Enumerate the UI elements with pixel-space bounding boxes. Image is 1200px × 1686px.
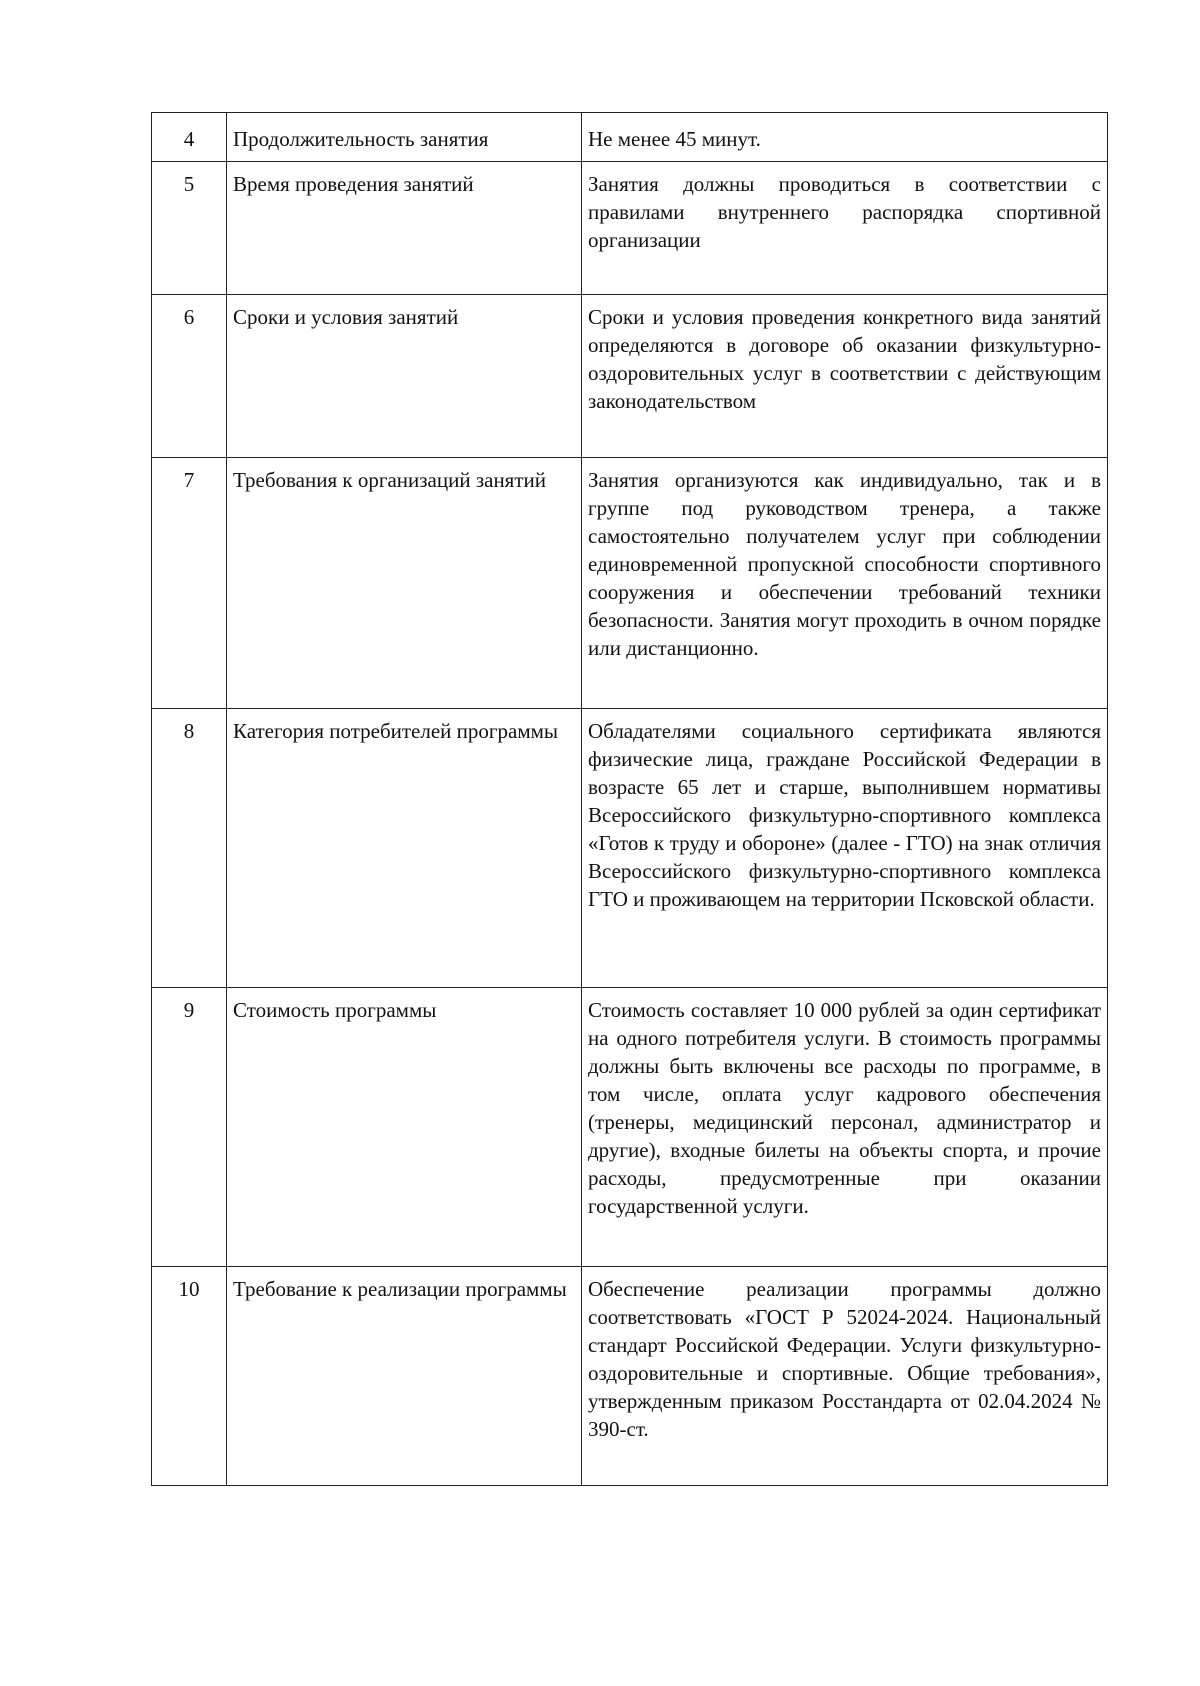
row-parameter-description: Обладателями социального сертификата являются физические лица, граждане Российской Федерации в возрасте 65 лет и старше, выполнившем нормативы Всероссийского физкультурно-спортивного комплекса «Готов к труду и обороне» (далее - ГТО) на знак отличия Всероссийского физкультурно-спортивного комплекса ГТО и проживающем на территории Псковской области. bbox=[582, 709, 1108, 988]
row-parameter-name: Сроки и условия занятий bbox=[227, 295, 582, 458]
row-parameter-name: Категория потребителей программы bbox=[227, 709, 582, 988]
row-number: 4 bbox=[152, 113, 227, 162]
row-parameter-name: Требования к организаций занятий bbox=[227, 458, 582, 709]
row-number: 7 bbox=[152, 458, 227, 709]
table-row bbox=[152, 162, 1108, 295]
row-parameter-description: Обеспечение реализации программы должно соответствовать «ГОСТ Р 52024-2024. Национальный стандарт Российской Федерации. Услуги физкультурно-оздоровительные и спортивные. Общие требования», утвержденным приказом Росстандарта от 02.04.2024 № 390-ст. bbox=[582, 1267, 1108, 1486]
row-parameter-name: Требование к реализации программы bbox=[227, 1267, 582, 1486]
row-number: 10 bbox=[152, 1267, 227, 1486]
table-row bbox=[152, 295, 1108, 458]
row-parameter-description: Не менее 45 минут. bbox=[582, 113, 1108, 162]
row-number: 8 bbox=[152, 709, 227, 988]
table-row bbox=[152, 458, 1108, 709]
row-parameter-description: Занятия организуются как индивидуально, так и в группе под руководством тренера, а также самостоятельно получателем услуг при соблюдении единовременной пропускной способности спортивного сооружения и обеспечении требований техники безопасности. Занятия могут проходить в очном порядке или дистанционно. bbox=[582, 458, 1108, 709]
row-number: 9 bbox=[152, 988, 227, 1267]
row-parameter-name: Стоимость программы bbox=[227, 988, 582, 1267]
table-row bbox=[152, 709, 1108, 988]
row-number: 5 bbox=[152, 162, 227, 295]
table-row bbox=[152, 1267, 1108, 1486]
requirements-table bbox=[151, 112, 1108, 1486]
table-row bbox=[152, 988, 1108, 1267]
row-parameter-name: Продолжительность занятия bbox=[227, 113, 582, 162]
row-parameter-name: Время проведения занятий bbox=[227, 162, 582, 295]
row-parameter-description: Сроки и условия проведения конкретного вида занятий определяются в договоре об оказании физкультурно-оздоровительных услуг в соответствии с действующим законодательством bbox=[582, 295, 1108, 458]
row-number: 6 bbox=[152, 295, 227, 458]
row-parameter-description: Занятия должны проводиться в соответствии с правилами внутреннего распорядка спортивной организации bbox=[582, 162, 1108, 295]
row-parameter-description: Стоимость составляет 10 000 рублей за один сертификат на одного потребителя услуги. В стоимость программы должны быть включены все расходы по программе, в том числе, оплата услуг кадрового обеспечения (тренеры, медицинский персонал, администратор и другие), входные билеты на объекты спорта, и прочие расходы, предусмотренные при оказании государственной услуги. bbox=[582, 988, 1108, 1267]
table-row bbox=[152, 113, 1108, 162]
